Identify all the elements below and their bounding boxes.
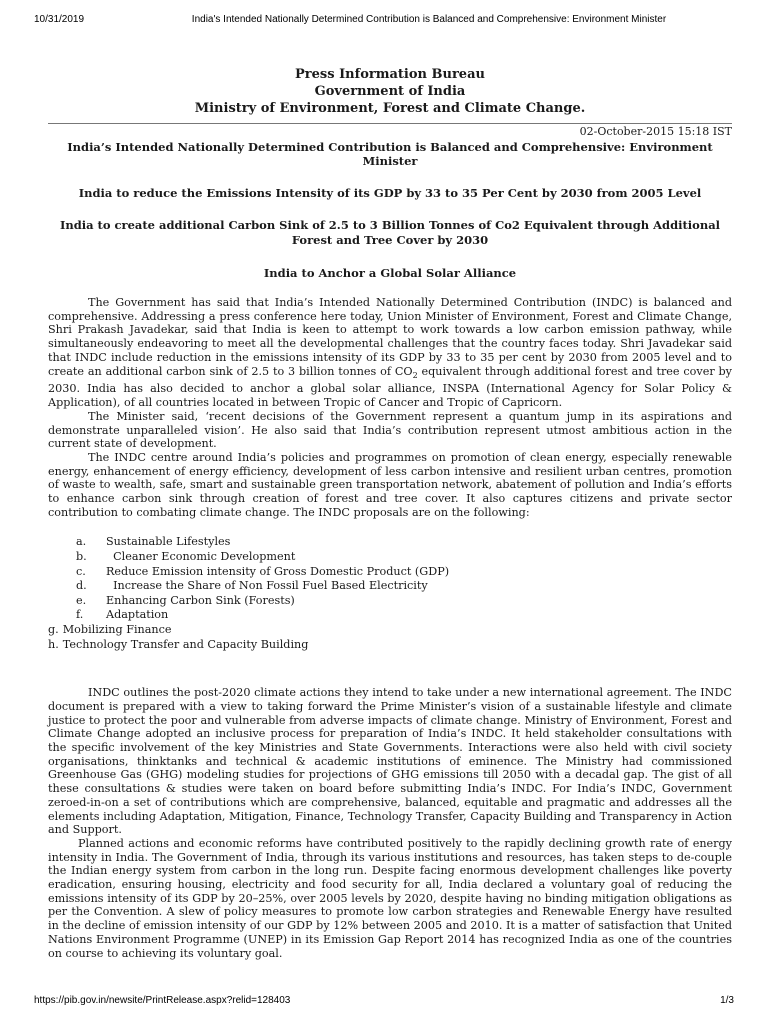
masthead-ministry: Ministry of Environment, Forest and Climate Change.	[194, 101, 586, 116]
list-item: b. Cleaner Economic Development	[76, 550, 296, 564]
list-item: a. Sustainable Lifestyles	[76, 535, 231, 549]
list-item: f. Adaptation	[76, 608, 169, 622]
paragraph-planned-actions: Planned actions and economic reforms have contributed positively to the rapidly declining growth rate of energy intensity in India. The Government of India, through its various institutions and resources, has taken steps to de-couple the Indian energy system from carbon in the long run. Despite facing enormous development challenges like poverty eradication, ensuring housing, electricity and food security for all, India declared a voluntary goal of reducing the emissions intensity of its GDP by 20–25%, over 2005 levels by 2020, despite having no binding mitigation obligations as per the Convention. A slew of policy measures to promote low carbon strategies and Renewable Energy have resulted in the decline of emission intensity of our GDP by 12% between 2005 and 2010. It is a matter of satisfaction that United Nations Environment Programme (UNEP) in its Emission Gap Report 2014 has recognized India as one of the countries on course to achieving its voluntary goal.	[48, 836, 732, 960]
list-item: h. Technology Transfer and Capacity Building	[48, 637, 309, 651]
print-header	[34, 14, 734, 25]
masthead-bureau: Press Information Bureau	[295, 67, 485, 82]
list-item: e. Enhancing Carbon Sink (Forests)	[76, 593, 295, 607]
release-timestamp: 02-October-2015 15:18 IST	[579, 125, 732, 138]
masthead	[48, 66, 732, 117]
masthead-government: Government of India	[314, 84, 466, 99]
paragraph-indc-outline: INDC outlines the post-2020 climate actions they intend to take under a new international agreement. The INDC document is prepared with a view to taking forward the Prime Minister’s vision of a sustainable lifestyle and climate justice to protect the poor and vulnerable from adverse impacts of climate change. Ministry of Environment, Forest and Climate Change adopted an inclusive process for preparation of India’s INDC. It held stakeholder consultations with the specific involvement of the key Ministries and State Governments. Interactions were also held with civil society organisations, thinktanks and technical & academic institutions of eminence. The Ministry had commissioned Greenhouse Gas (GHG) modeling studies for projections of GHG emissions till 2050 with a decadal gap. The gist of all these consultations & studies were taken on board before submitting India’s INDC. For India’s INDC, Government zeroed-in-on a set of contributions which are comprehensive, balanced, equitable and pragmatic and addresses all the elements including Adaptation, Mitigation, Finance, Technology Transfer, Capacity Building and Transparency in Action and Support.	[48, 686, 732, 837]
proposals-list	[48, 535, 732, 652]
release-title: India’s Intended Nationally Determined Contribution is Balanced and Comprehensive: Environment Minister	[67, 140, 713, 168]
header-divider	[48, 123, 732, 124]
list-item: g. Mobilizing Finance	[48, 623, 172, 637]
press-release	[48, 66, 732, 960]
headline-solar-alliance: India to Anchor a Global Solar Alliance	[263, 266, 517, 280]
page-number: 1/3	[720, 995, 734, 1006]
print-footer	[34, 995, 734, 1006]
paragraph-intro: The Government has said that India’s Intended Nationally Determined Contribution (INDC) is balanced and comprehensive. Addressing a press conference here today, Union Minister of Environment, Forest and Climate Change, Shri Prakash Javadekar, said that India is keen to attempt to work towards a low carbon emission pathway, while simultaneously endeavoring to meet all the developmental challenges that the country faces today. Shri Javadekar said that INDC include reduction in the emissions intensity of its GDP by 33 to 35 per cent by 2030 from 2005 level and to create an additional carbon sink of 2.5 to 3 billion tonnes of $CO_2$ equivalent through additional forest and tree cover by 2030. India has also decided to anchor a global solar alliance, INSPA (International Agency for Solar Policy & Application), of all countries located in between Tropic of Cancer and Tropic of Capricorn.	[48, 296, 733, 410]
paragraph-indc-centre: The INDC centre around India’s policies and programmes on promotion of clean energy, especially renewable energy, enhancement of energy efficiency, development of less carbon intensive and resilient urban centres, promotion of waste to wealth, safe, smart and sustainable green transportation network, abatement of pollution and India’s efforts to enhance carbon sink through creation of forest and tree cover. It also captures citizens and private sector contribution to combating climate change. The INDC proposals are on the following:	[48, 450, 732, 519]
print-date: 10/31/2019	[34, 14, 85, 25]
list-item: c. Reduce Emission intensity of Gross Domestic Product (GDP)	[76, 564, 450, 578]
paragraph-minister-quote: The Minister said, ‘recent decisions of the Government represent a quantum jump in its aspirations and demonstrate unparalleled vision’. He also said that India’s contribution represent utmost ambitious action in the current state of development.	[48, 409, 732, 451]
print-url[interactable]: https://pib.gov.in/newsite/PrintRelease.aspx?relid=128403	[34, 995, 291, 1006]
print-page-title: India's Intended Nationally Determined Contribution is Balanced and Comprehensive: Environment Minister	[191, 14, 667, 25]
list-item: d. Increase the Share of Non Fossil Fuel Based Electricity	[76, 579, 428, 593]
headline-emissions: India to reduce the Emissions Intensity of its GDP by 33 to 35 Per Cent by 2030 from 2005 Level	[78, 186, 702, 200]
headline-carbon-sink: India to create additional Carbon Sink of 2.5 to 3 Billion Tonnes of Co2 Equivalent through Additional Forest and Tree Cover by 2030	[59, 218, 721, 247]
